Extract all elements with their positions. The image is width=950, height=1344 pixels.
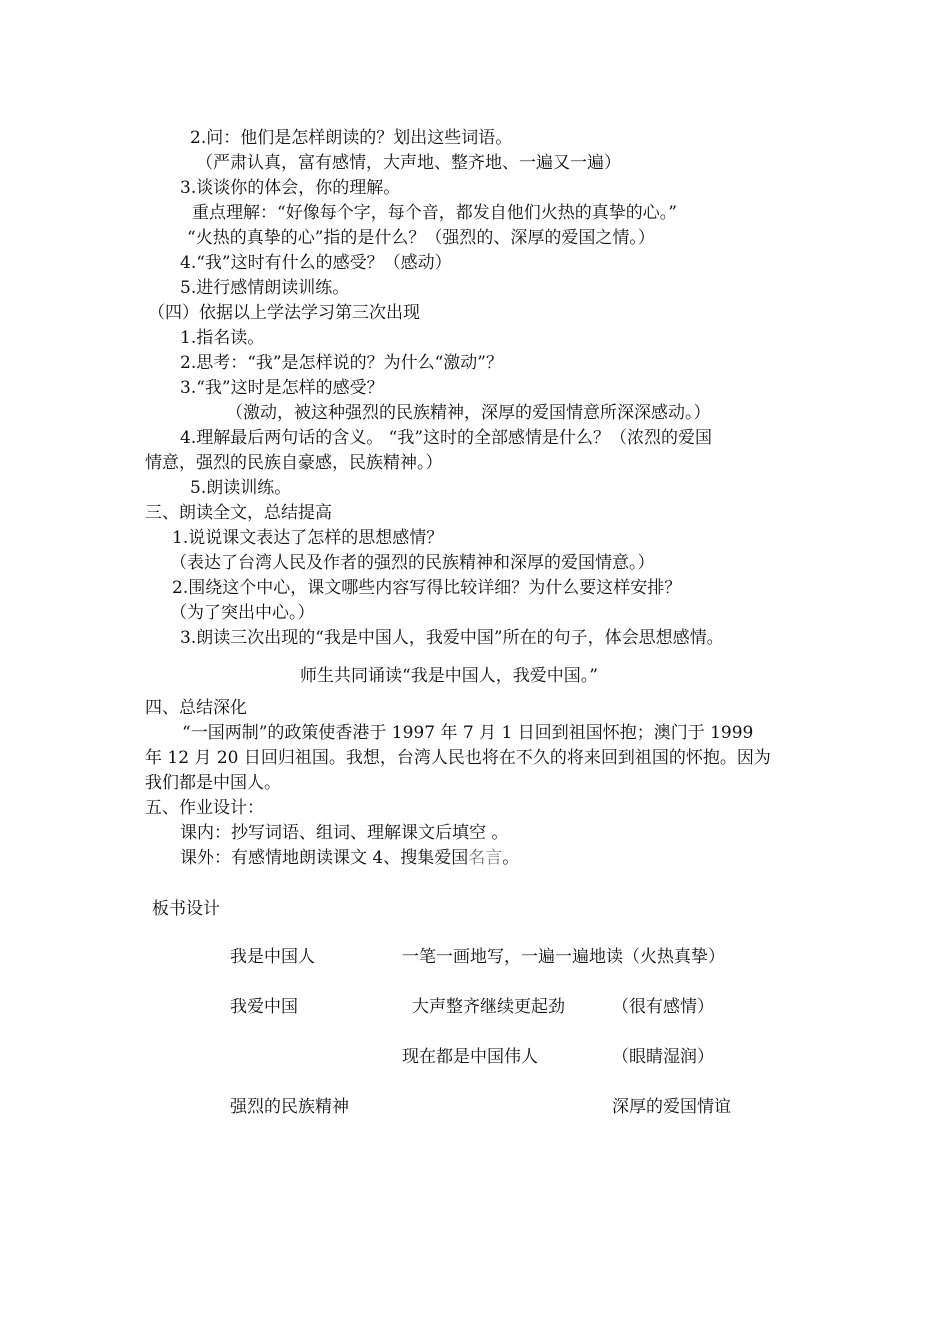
- text-line: 5.进行感情朗读训练。: [180, 278, 350, 298]
- text-line: 1.指名读。: [180, 328, 265, 348]
- text-line: 课内：抄写词语、组词、理解课文后填空 。: [180, 823, 509, 843]
- text-line-main: 课外：有感情地朗读课文 4、搜集爱国: [180, 848, 469, 868]
- board-row2-left: 我爱中国: [230, 997, 298, 1017]
- board-row3-middle: 现在都是中国伟人: [402, 1047, 538, 1067]
- text-line: 4.“我”这时有什么的感受？（感动）: [180, 253, 452, 273]
- text-line-end: 。: [502, 848, 520, 868]
- text-line: 我们都是中国人。: [145, 773, 281, 793]
- text-line: 2.问：他们是怎样朗读的？划出这些词语。: [190, 128, 513, 148]
- text-line: 3.“我”这时是怎样的感受？: [180, 378, 384, 398]
- text-line: 1.说说课文表达了怎样的思想感情？: [172, 528, 444, 548]
- text-line: 3.谈谈你的体会，你的理解。: [180, 178, 401, 198]
- text-line: （严肃认真，富有感情，大声地、整齐地、一遍又一遍）: [196, 153, 621, 173]
- board-row1-left: 我是中国人: [230, 947, 315, 967]
- board-row2-right: （很有感情）: [612, 997, 714, 1017]
- board-row4-left: 强烈的民族精神: [230, 1097, 349, 1117]
- section-heading: 五、作业设计：: [145, 798, 264, 818]
- text-line: 重点理解：“好像每个字，每个音，都发自他们火热的真挚的心。”: [192, 203, 677, 223]
- text-line: 3.朗读三次出现的“我是中国人，我爱中国”所在的句子，体会思想感情。: [180, 628, 724, 648]
- text-line: [180, 847, 519, 869]
- text-line: （表达了台湾人民及作者的强烈的民族精神和深厚的爱国情意。）: [170, 553, 655, 573]
- text-line: 情意，强烈的民族自豪感，民族精神。）: [145, 453, 443, 473]
- text-line: “一国两制”的政策使香港于 1997 年 7 月 1 日回到祖国怀抱；澳门于 1999: [182, 723, 754, 743]
- section-heading: 四、总结深化: [145, 698, 247, 718]
- text-line: 年 12 月 20 日回归祖国。我想，台湾人民也将在不久的将来回到祖国的怀抱。因为: [145, 748, 771, 768]
- text-line: 5.朗读训练。: [190, 478, 292, 498]
- section-heading: （四）依据以上学法学习第三次出现: [148, 303, 420, 323]
- centered-line: 师生共同诵读“我是中国人，我爱中国。”: [300, 666, 598, 686]
- text-line: 2.围绕这个中心，课文哪些内容写得比较详细？为什么要这样安排？: [172, 578, 682, 598]
- text-line: （激动，被这种强烈的民族精神，深厚的爱国情意所深深感动。）: [226, 403, 711, 423]
- board-row4-right: 深厚的爱国情谊: [612, 1097, 731, 1117]
- board-design-title: 板书设计: [152, 899, 220, 919]
- text-line-tail: 名言: [468, 848, 503, 868]
- text-line: （为了突出中心。）: [170, 603, 315, 623]
- board-row2-middle: 大声整齐继续更起劲: [412, 997, 565, 1017]
- text-line: 4.理解最后两句话的含义。 “我”这时的全部感情是什么？（浓烈的爱国: [180, 428, 713, 448]
- section-heading: 三、朗读全文，总结提高: [145, 503, 332, 523]
- text-line: 2.思考：“我”是怎样说的？为什么“激动”？: [180, 353, 503, 373]
- board-row1-middle: 一笔一画地写，一遍一遍地读（火热真挚）: [402, 947, 725, 967]
- text-line: “火热的真挚的心”指的是什么？（强烈的、深厚的爱国之情。）: [187, 228, 655, 248]
- board-row3-right: （眼睛湿润）: [612, 1047, 714, 1067]
